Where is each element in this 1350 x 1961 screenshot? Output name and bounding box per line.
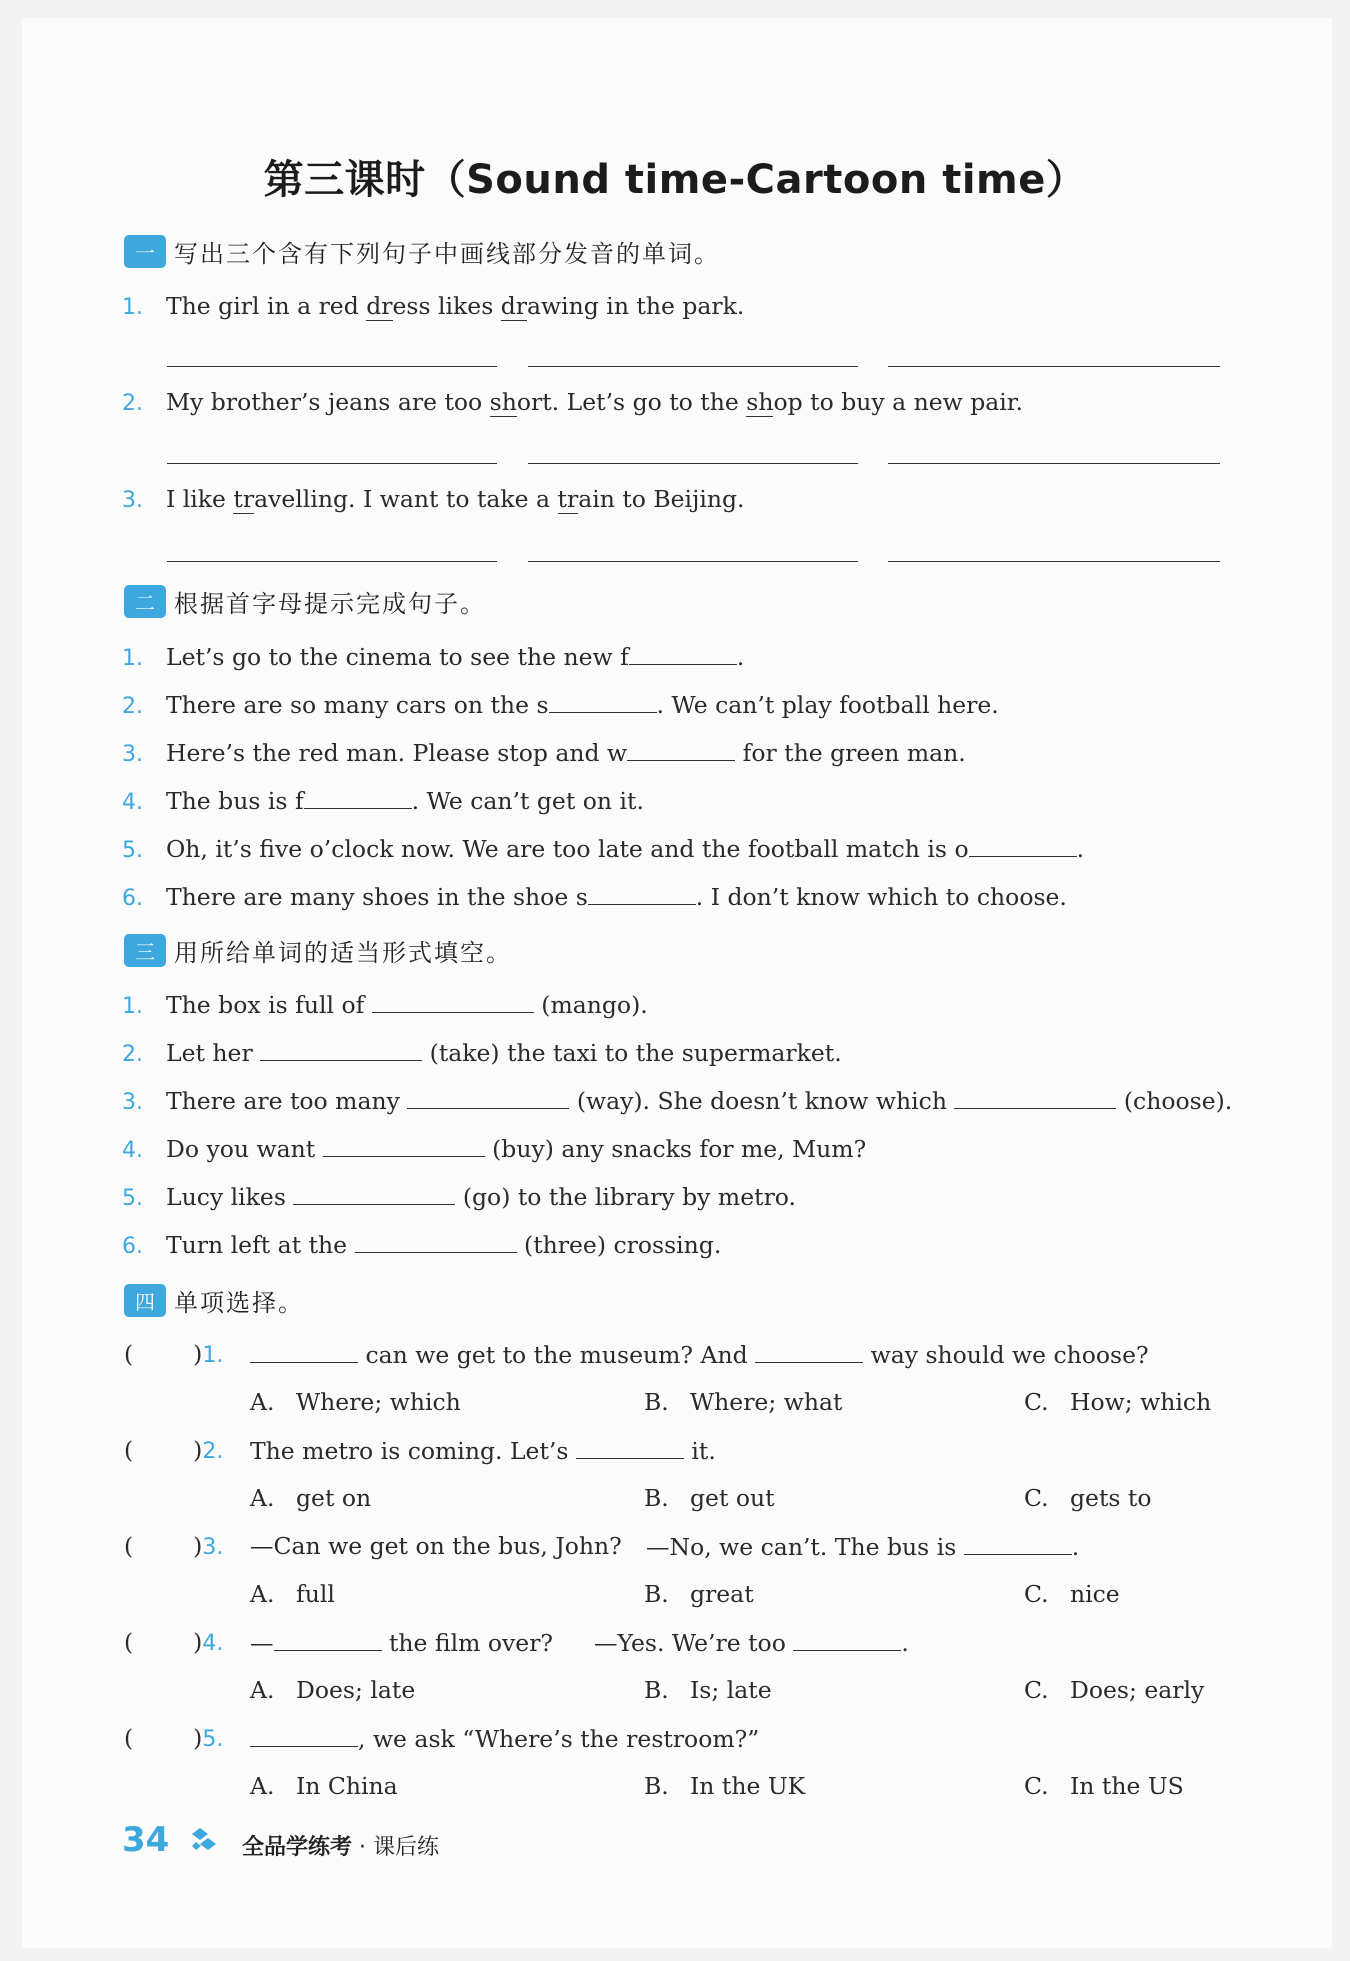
fill-blank[interactable] [793, 1628, 901, 1651]
question-number: 2. [122, 1042, 143, 1067]
s3-question-1: 1. The box is full of (mango). [122, 991, 648, 1019]
fill-blank[interactable] [274, 1628, 382, 1651]
question-number: 1. [122, 646, 143, 671]
question-number: 2. [122, 694, 143, 719]
s1-question-3: 3. I like travelling. I want to take a train to Beijing. [122, 485, 745, 513]
section-badge: 四 [124, 1284, 166, 1317]
question-number: 2. [122, 391, 143, 416]
page-title: 第三课时（Sound time-Cartoon time） [263, 157, 1087, 203]
s2-question-2: 2. There are so many cars on the s . We can’t play football here. [122, 691, 999, 719]
underlined-sound: sh [489, 388, 517, 416]
s1-question-2: 2. My brother’s jeans are too short. Let’s go to the shop to buy a new pair. [122, 388, 1023, 416]
fill-blank[interactable] [323, 1134, 485, 1157]
question-number: 6. [122, 1234, 143, 1259]
fill-blank[interactable] [260, 1038, 422, 1061]
mc-question-1: can we get to the museum? And way should we choose? [250, 1340, 1149, 1369]
answer-bracket[interactable]: ( )4. [124, 1628, 224, 1656]
option-a[interactable]: A. get on [250, 1484, 372, 1512]
answer-line[interactable] [167, 463, 497, 464]
answer-line[interactable] [528, 366, 858, 367]
mc-question-4: — the film over? [250, 1629, 554, 1657]
answer-line[interactable] [888, 366, 1220, 367]
answer-line[interactable] [528, 463, 858, 464]
mc-question-3-reply: —No, we can’t. The bus is . [646, 1533, 1080, 1561]
s3-question-3: 3. There are too many (way). She doesn’t know which (choose). [122, 1087, 1233, 1115]
s2-question-4: 4. The bus is f . We can’t get on it. [122, 787, 644, 815]
mc-question-4-reply: —Yes. We’re too . [594, 1629, 909, 1657]
option-a[interactable]: A. Where; which [250, 1388, 461, 1416]
option-c[interactable]: C. gets to [1024, 1484, 1152, 1512]
s2-question-6: 6. There are many shoes in the shoe s . I don’t know which to choose. [122, 883, 1067, 911]
option-c[interactable]: C. nice [1024, 1580, 1120, 1608]
question-number: 1. [202, 1343, 224, 1368]
answer-line[interactable] [888, 561, 1220, 562]
underlined-sound: sh [746, 388, 774, 416]
page-number: 34 [122, 1820, 170, 1860]
fill-blank[interactable] [969, 834, 1077, 857]
option-b[interactable]: B. get out [644, 1484, 775, 1512]
question-number: 4. [122, 1138, 143, 1163]
s1-question-1: 1. The girl in a red dress likes drawing in the park. [122, 292, 745, 320]
answer-line[interactable] [888, 463, 1220, 464]
answer-line[interactable] [528, 561, 858, 562]
question-number: 1. [122, 295, 143, 320]
option-b[interactable]: B. In the UK [644, 1772, 806, 1800]
section-title: 单项选择。 [174, 1289, 304, 1317]
answer-line[interactable] [167, 561, 497, 562]
question-number: 4. [202, 1631, 224, 1656]
s2-question-3: 3. Here’s the red man. Please stop and w for the green man. [122, 739, 966, 767]
answer-bracket[interactable]: ( )5. [124, 1724, 224, 1752]
fill-blank[interactable] [304, 786, 412, 809]
mc-question-3: —Can we get on the bus, John? [250, 1532, 622, 1560]
fill-blank[interactable] [355, 1230, 517, 1253]
s2-question-1: 1. Let’s go to the cinema to see the new f . [122, 643, 745, 671]
mc-question-2: The metro is coming. Let’s it. [250, 1437, 716, 1465]
underlined-sound: tr [233, 485, 255, 513]
section-badge: 一 [124, 235, 166, 268]
question-number: 6. [122, 886, 143, 911]
option-a[interactable]: A. full [250, 1580, 335, 1608]
question-number: 3. [122, 742, 143, 767]
option-c[interactable]: C. In the US [1024, 1772, 1184, 1800]
underlined-sound: dr [366, 292, 393, 320]
question-number: 5. [202, 1727, 224, 1752]
fill-blank[interactable] [250, 1724, 358, 1747]
s3-question-2: 2. Let her (take) the taxi to the supermarket. [122, 1039, 842, 1067]
diamond-logo-icon [192, 1828, 216, 1852]
question-number: 3. [202, 1535, 224, 1560]
fill-blank[interactable] [964, 1532, 1072, 1555]
option-b[interactable]: B. great [644, 1580, 754, 1608]
answer-line[interactable] [167, 366, 497, 367]
question-number: 4. [122, 790, 143, 815]
mc-question-5: , we ask “Where’s the restroom?” [250, 1724, 759, 1753]
fill-blank[interactable] [549, 690, 657, 713]
question-number: 5. [122, 838, 143, 863]
section-1-heading [124, 234, 720, 269]
fill-blank[interactable] [293, 1182, 455, 1205]
underlined-sound: tr [557, 485, 579, 513]
answer-bracket[interactable]: ( )1. [124, 1340, 224, 1368]
fill-blank[interactable] [588, 882, 696, 905]
fill-blank[interactable] [576, 1436, 684, 1459]
footer-brand: 全品学练考 · 课后练 [242, 1835, 440, 1860]
question-number: 3. [122, 488, 143, 513]
option-c[interactable]: C. How; which [1024, 1388, 1212, 1416]
option-a[interactable]: A. In China [250, 1772, 398, 1800]
section-3-heading [124, 933, 512, 968]
section-title: 写出三个含有下列句子中画线部分发音的单词。 [174, 240, 720, 268]
answer-bracket[interactable]: ( )2. [124, 1436, 224, 1464]
section-title: 根据首字母提示完成句子。 [174, 590, 486, 618]
underlined-sound: dr [500, 292, 528, 320]
s3-question-5: 5. Lucy likes (go) to the library by metro. [122, 1183, 797, 1211]
option-b[interactable]: B. Where; what [644, 1388, 843, 1416]
section-4-heading [124, 1283, 304, 1318]
question-number: 3. [122, 1090, 143, 1115]
fill-blank[interactable] [755, 1340, 863, 1363]
option-a[interactable]: A. Does; late [250, 1676, 416, 1704]
section-badge: 二 [124, 585, 166, 618]
fill-blank[interactable] [954, 1086, 1116, 1109]
s3-question-4: 4. Do you want (buy) any snacks for me, Mum? [122, 1135, 867, 1163]
fill-blank[interactable] [627, 738, 735, 761]
option-b[interactable]: B. Is; late [644, 1676, 772, 1704]
fill-blank[interactable] [372, 990, 534, 1013]
question-number: 5. [122, 1186, 143, 1211]
question-number: 1. [122, 994, 143, 1019]
section-badge: 三 [124, 934, 166, 967]
fill-blank[interactable] [250, 1340, 358, 1363]
question-number: 2. [202, 1439, 224, 1464]
section-2-heading [124, 584, 486, 619]
option-c[interactable]: C. Does; early [1024, 1676, 1205, 1704]
section-title: 用所给单词的适当形式填空。 [174, 939, 512, 967]
s2-question-5: 5. Oh, it’s five o’clock now. We are too late and the football match is o . [122, 835, 1085, 863]
fill-blank[interactable] [407, 1086, 569, 1109]
s3-question-6: 6. Turn left at the (three) crossing. [122, 1231, 722, 1259]
answer-bracket[interactable]: ( )3. [124, 1532, 224, 1560]
fill-blank[interactable] [629, 642, 737, 665]
